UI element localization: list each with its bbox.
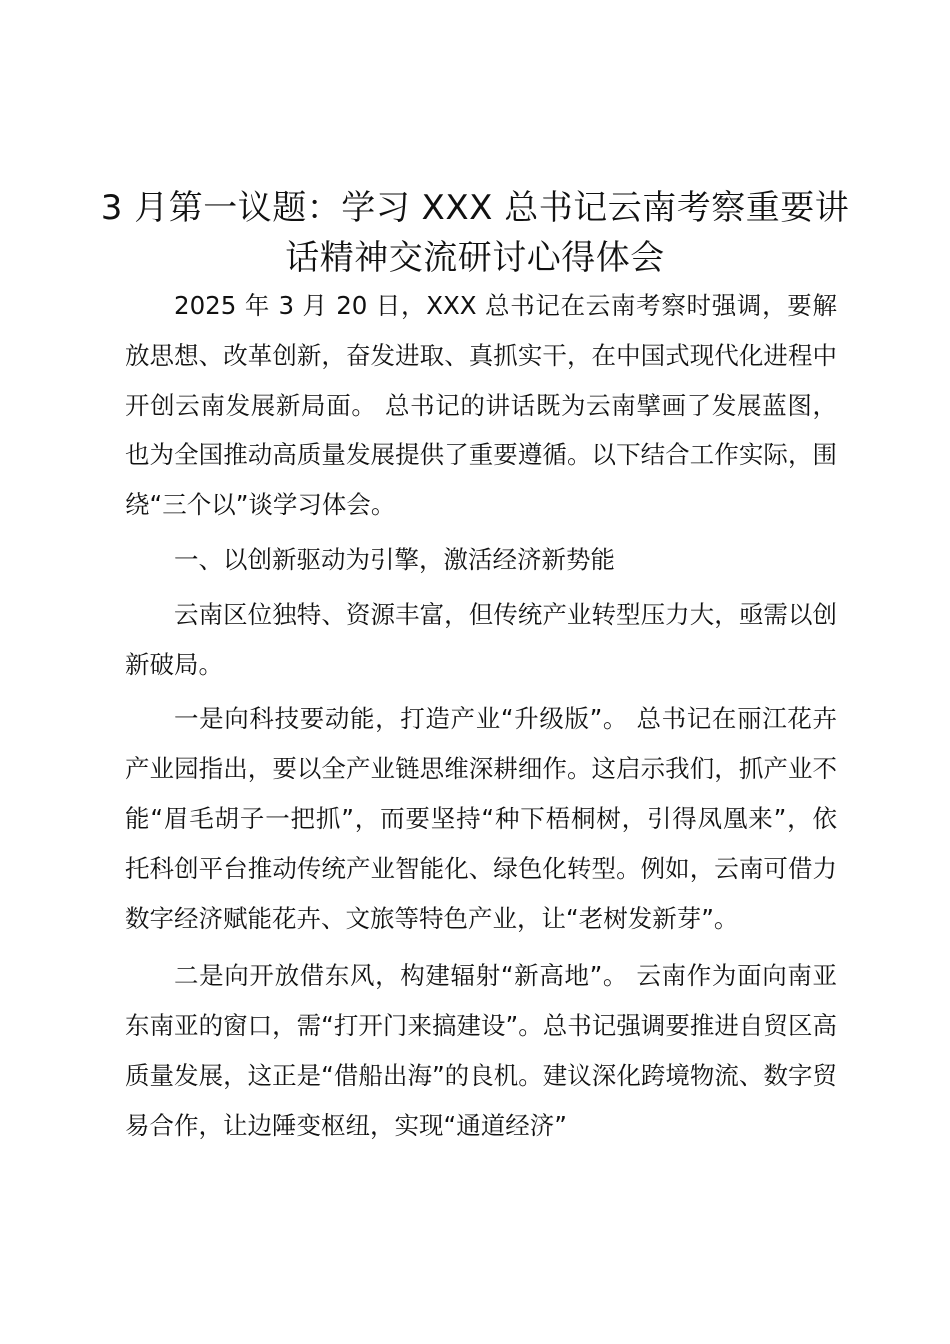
- paragraph-point-1: 一是向科技要动能，打造产业“升级版”。 总书记在丽江花卉产业园指出，要以全产业链思维深耕细作。这启示我们，抓产业不能“眉毛胡子一把抓”，而要坚持“种下梧桐树，引得凤凰来”，依托科创平台推动传统产业智能化、绿色化转型。例如，云南可借力数字经济赋能花卉、文旅等特色产业，让“老树发新芽”。: [125, 704, 837, 933]
- paragraph-intro: 2025 年 3 月 20 日，XXX 总书记在云南考察时强调，要解放思想、改革创新，奋发进取、真抓实干，在中国式现代化进程中开创云南发展新局面。 总书记的讲话既为云南擘画了发展蓝图，也为全国推动高质量发展提供了重要遵循。以下结合工作实际，围绕“三个以”谈学习体会。: [125, 291, 837, 520]
- document-title: 3 月第一议题：学习 XXX 总书记云南考察重要讲话精神交流研讨心得体会: [100, 188, 850, 278]
- document-body: [125, 281, 837, 1151]
- paragraph-point-2: 二是向开放借东风，构建辐射“新高地”。 云南作为面向南亚东南亚的窗口，需“打开门来搞建设”。总书记强调要推进自贸区高质量发展，这正是“借船出海”的良机。建议深化跨境物流、数字贸易合作，让边陲变枢纽，实现“通道经济”: [125, 961, 837, 1140]
- section-heading-1: 一、以创新驱动为引擎，激活经济新势能: [174, 544, 615, 574]
- paragraph-section-1-intro: 云南区位独特、资源丰富，但传统产业转型压力大，亟需以创新破局。: [125, 599, 837, 679]
